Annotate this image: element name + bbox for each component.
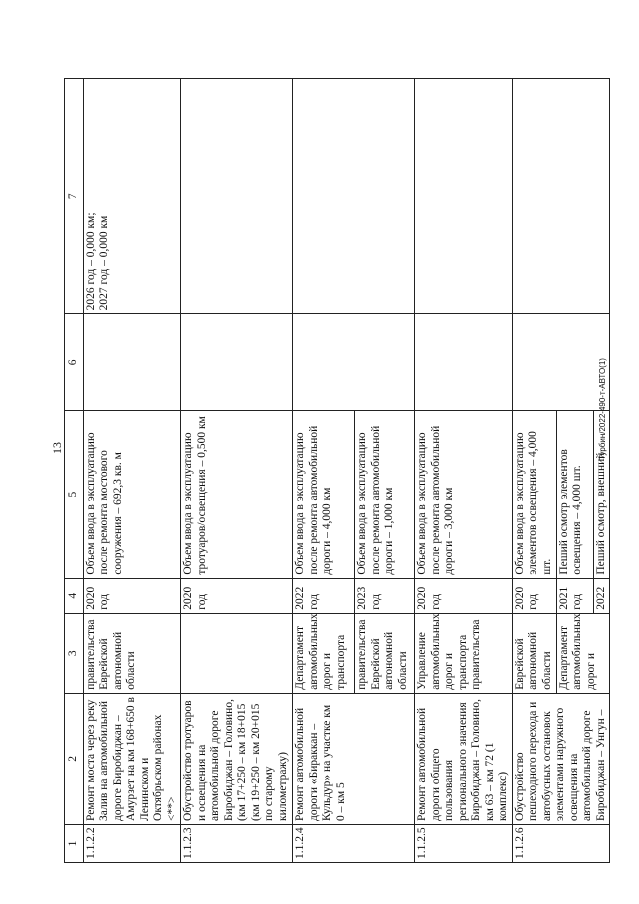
year: 2020 год <box>415 578 513 613</box>
header-cell: 4 <box>65 578 84 613</box>
header-row <box>65 79 84 863</box>
col-7 <box>181 79 293 314</box>
col-7: 2026 год – 0,000 км; 2027 год – 0,000 км <box>83 79 181 314</box>
document-code: Турбин/2022-490-т-АВТО(1) <box>598 358 607 460</box>
year: 2022 <box>593 578 610 613</box>
table-row <box>512 79 556 863</box>
measure-name: Ремонт автомобильной дороги «Бираккан – Кульдур» на участке км 0 – км 5 <box>293 693 415 824</box>
row-number: 1.1.2.3 <box>181 824 293 862</box>
executor: Управление автомобильных дорог и транспорта правительства <box>415 613 513 693</box>
row-number: 1.1.2.4 <box>293 824 415 862</box>
year: 2021 год <box>556 578 593 613</box>
col-6 <box>181 314 293 411</box>
indicator: Пеший осмотр элементов освещения – 4,000 шт. <box>556 411 593 578</box>
indicator: Объем ввода в эксплуатацию тротуаров/освещения – 0,500 км <box>181 411 293 578</box>
indicator: Пеший осмотр, внешний <box>593 411 610 578</box>
col-6 <box>83 314 181 411</box>
measure-name: Ремонт автомобильной дороги общего пользования регионального значения Биробиджан – Головино, км 63 – км 72 (1 комплекс) <box>415 693 513 824</box>
col-7 <box>293 79 415 314</box>
program-table <box>64 78 610 863</box>
executor: Еврейской автономной области <box>512 613 556 693</box>
indicator: Объем ввода в эксплуатацию после ремонта мостового сооружения – 692,3 кв. м <box>83 411 181 578</box>
year: 2020 год <box>83 578 181 613</box>
year: 2023 год <box>355 578 415 613</box>
col-6 <box>512 314 610 411</box>
header-cell: 1 <box>65 824 84 862</box>
year: 2020 год <box>181 578 293 613</box>
table-row <box>293 79 355 863</box>
row-number: 1.1.2.6 <box>512 824 610 862</box>
measure-name: Ремонт моста через реку Залив на автомобильной дороге Биробиджан – Амурзет на км 168+650 в Ленинском и Октябрьском районах <**> <box>83 693 181 824</box>
table-row <box>181 79 293 863</box>
executor: Департамент автомобильных дорог и транспорта <box>293 613 355 693</box>
year: 2022 год <box>293 578 355 613</box>
col-6 <box>293 314 415 411</box>
measure-name: Обустройство пешеходного перехода и автобусных остановок элементами наружного освещения на автомобильной дороге Биробиджан – Унгун – <box>512 693 610 824</box>
executor: правительства Еврейской автономной области <box>83 613 181 693</box>
indicator: Объем ввода в эксплуатацию элементов освещения – 4,000 шт. <box>512 411 556 578</box>
row-number: 1.1.2.2 <box>83 824 181 862</box>
row-number: 1.1.2.5 <box>415 824 513 862</box>
header-cell: 7 <box>65 79 84 314</box>
executor: правительства Еврейской автономной области <box>355 613 415 693</box>
indicator: Объем ввода в эксплуатацию после ремонта автомобильной дороги – 3,000 км <box>415 411 513 578</box>
indicator: Объем ввода в эксплуатацию после ремонта автомобильной дороги – 4,000 км <box>293 411 355 578</box>
indicator: Объем ввода в эксплуатацию после ремонта автомобильной дороги – 1,000 км <box>355 411 415 578</box>
table-row <box>83 79 181 863</box>
col-7 <box>512 79 610 314</box>
page-number: 13 <box>50 442 64 454</box>
measure-name: Обустройство тротуаров и освещения на автомобильной дороге Биробиджан – Головино, (км 17+250 – км 18+015 (км 19+250 – км 20+015 по старому километражу) <box>181 693 293 824</box>
header-cell: 5 <box>65 411 84 578</box>
header-cell: 3 <box>65 613 84 693</box>
table-row <box>415 79 513 863</box>
col-7 <box>415 79 513 314</box>
year: 2020 год <box>512 578 556 613</box>
header-cell: 6 <box>65 314 84 411</box>
executor: Департамент автомобильных дорог и <box>556 613 610 693</box>
col-6 <box>415 314 513 411</box>
executor <box>181 613 293 693</box>
header-cell: 2 <box>65 693 84 824</box>
